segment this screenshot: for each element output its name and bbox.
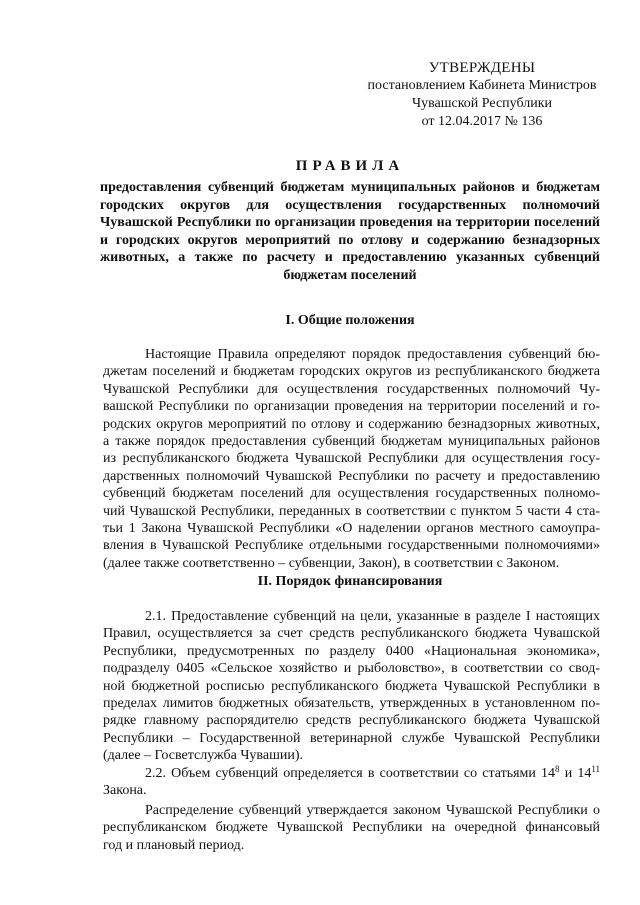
section-2-paragraph-2 [103,765,600,800]
paragraph-line: Республики, предусмотренных по разделу 0400 «Национальная экономика», [103,643,600,659]
paragraph-line: подразделу 0405 «Сельское хозяйство и рыболовство», в соответствии со свод- [103,661,600,677]
paragraph-line: тьи 1 Закона Чувашской Республики «О наделении органов местного самоупра- [103,521,600,537]
document-subtitle: предоставления субвенций бюджетам муниципальных районов и бюджетам городских округов для осуществления государственных полномочий Чувашской Республики по организации проведения на территории поселений и городских округов мероприятий по отлову и содержанию безнадзорных животных, а также по расчету и предоставлению указанных субвенций бюджетам поселений [100,180,600,283]
paragraph-line: Правил, осуществляется за счет средств республиканского бюджета Чувашской [103,626,600,642]
approval-line-3: от 12.04.2017 № 136 [421,114,543,129]
paragraph-line: вления в Чувашской Республике отдельными государственными полномочиями» [103,538,600,554]
paragraph-line: субвенций бюджетам поселений для осуществления государственных полномо- [103,486,600,502]
paragraph-line: из республиканского бюджета Чувашской Республики для осуществления госу- [103,451,600,467]
document-title: ПРАВИЛА [295,158,405,174]
approval-line-2: Чувашской Республики [411,96,553,111]
paragraph-line: пределах лимитов бюджетных обязательств, утвержденных в установленном по- [103,696,600,712]
paragraph-line: Чувашской Республики для осуществления государственных полномочий Чу- [103,381,600,397]
paragraph-line: (далее – Госветслужба Чувашии). [103,748,303,764]
paragraph-line: 2.1. Предоставление субвенций на цели, указанные в разделе I настоящих [145,609,600,624]
paragraph-line: дарственных полномочий Чувашской Республики по расчету и предоставлению [103,468,600,484]
paragraph-line: Распределение субвенций утверждается законом Чувашской Республики о [145,803,600,818]
paragraph-line: (далее также соответственно – субвенции, Закон), в соответствии с Законом. [103,555,560,571]
clause-2-2-mid: и 14 [559,766,592,781]
paragraph-line: Закона. [103,783,147,799]
section-2-paragraph-1 [103,608,600,765]
approval-heading: УТВЕРЖДЕНЫ [428,60,536,76]
paragraph-line: год и плановый период. [103,837,245,853]
section-2-heading: II. Порядок финансирования [257,574,443,589]
section-2-paragraph-3 [103,802,600,854]
superscript: 11 [591,764,600,774]
approval-line-1: постановлением Кабинета Министров [367,78,597,93]
section-1-heading: I. Общие положения [285,313,415,328]
superscript: 8 [555,764,560,774]
clause-2-2-text: 2.2. Объем субвенций определяется в соответствии со статьями 14 [145,766,556,781]
paragraph-line: родских округов мероприятий по отлову и содержанию безнадзорных животных, [103,416,600,432]
paragraph-line: рядке главному распорядителю средств республиканского бюджета Чувашской [103,713,600,729]
paragraph-line: Настоящие Правила определяют порядок предоставления субвенций бю- [145,347,600,362]
paragraph-line: республиканском бюджете Чувашской Республики на очередной финансовый [103,820,600,836]
paragraph-line: вашской Республики по организации проведения на территории поселений и го- [103,399,600,415]
paragraph-line: чий Чувашской Республики, переданных в соответствии с пунктом 5 части 4 ста- [103,503,600,519]
paragraph-line: джетам поселений и бюджетам городских округов из республиканского бюджета [103,364,600,380]
paragraph-line: Республики – Государственной ветеринарной службе Чувашской Республики [103,730,600,746]
section-1-paragraph [103,346,600,572]
paragraph-line: а также порядок предоставления субвенций бюджетам муниципальных районов [103,434,600,450]
paragraph-line: ной бюджетной росписью республиканского бюджета Чувашской Республики в [103,678,600,694]
paragraph-line [103,765,600,782]
approval-block [352,59,612,131]
